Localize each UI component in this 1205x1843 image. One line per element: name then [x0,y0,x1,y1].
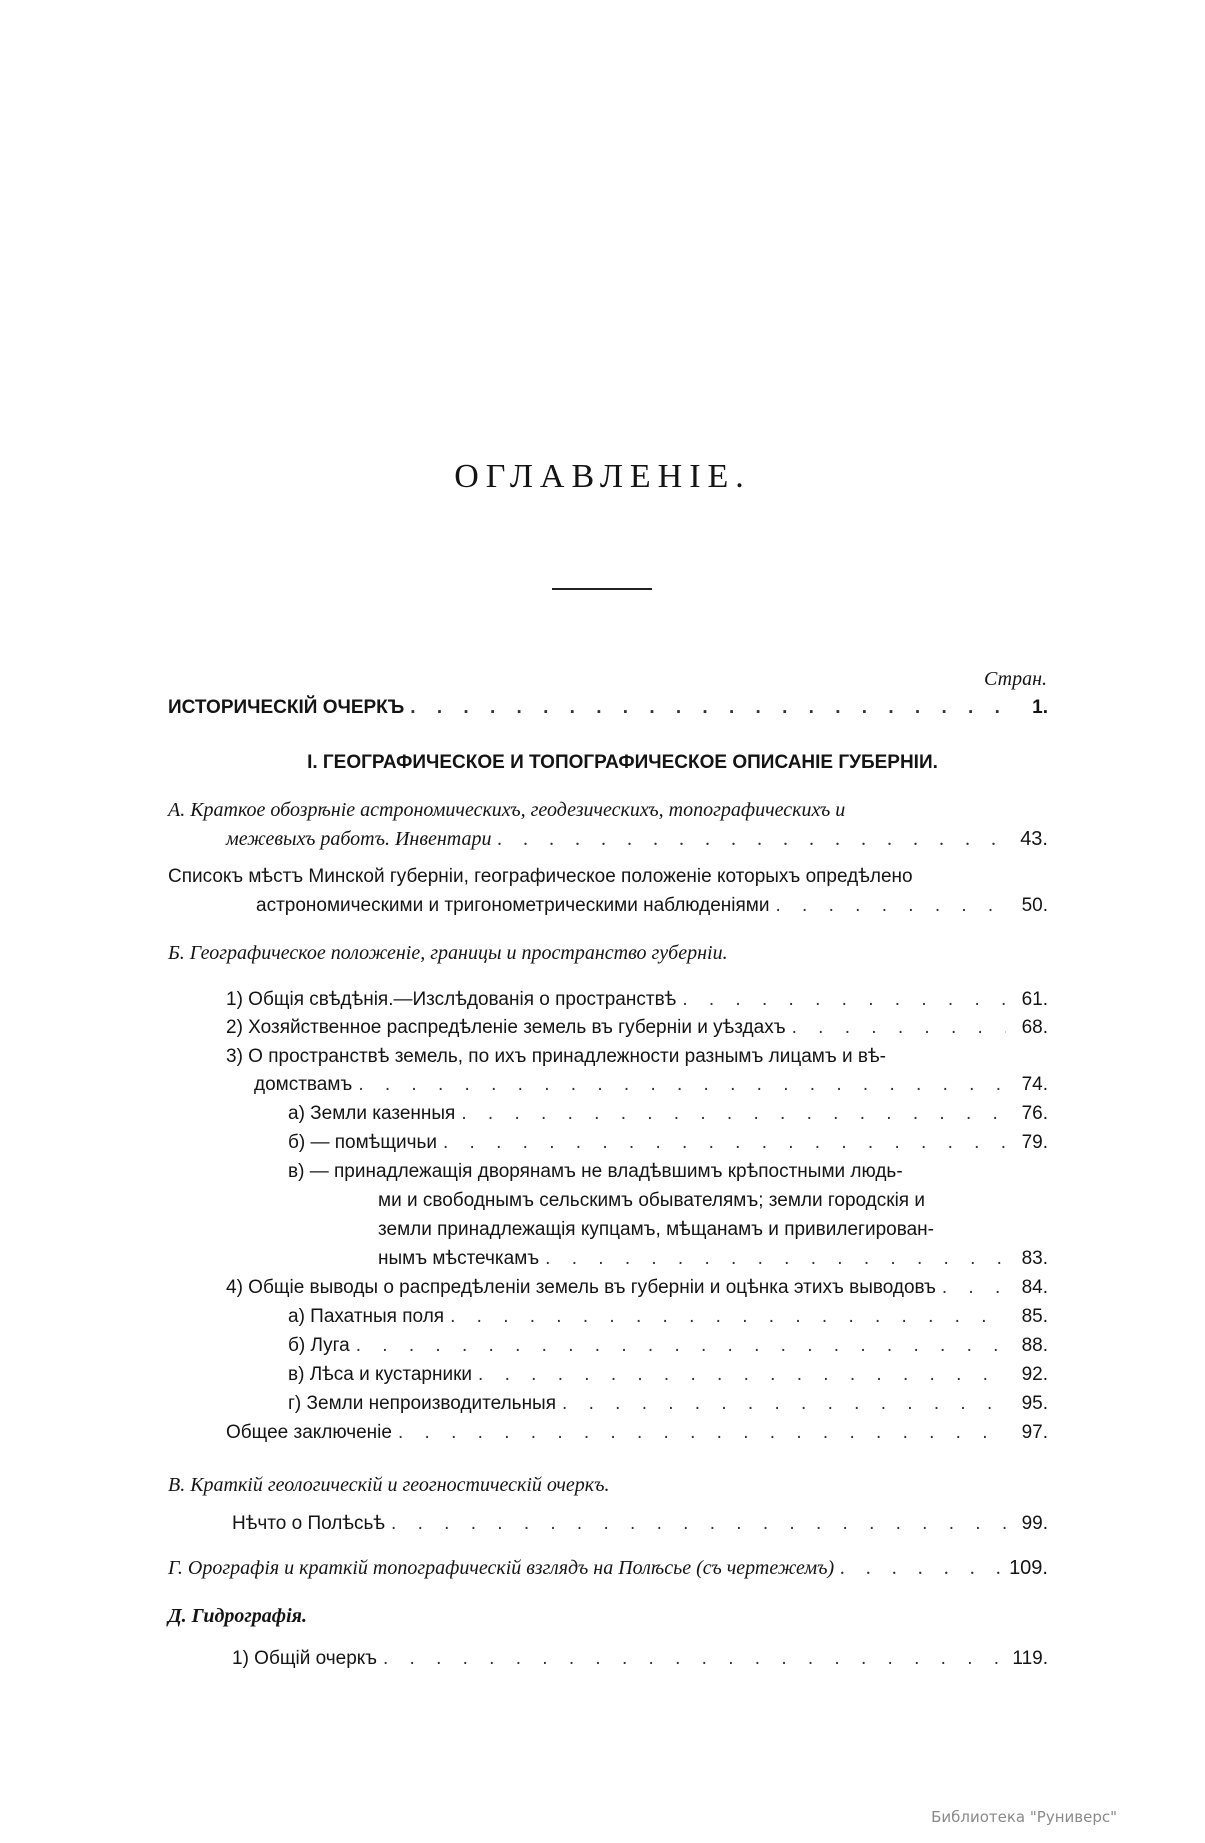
toc-entry [288,1302,1048,1332]
toc-entry-label: Общее заключеніе [226,1422,392,1443]
toc-entry-label: 1) Общій очеркъ [232,1648,377,1669]
leader-dots [358,1070,1006,1100]
toc-entry-page: 83. [1021,1248,1048,1269]
toc-entry-label: Д. Гидрографія. [168,1605,307,1627]
toc-entry-page: 79. [1021,1132,1048,1153]
toc-entry-label: а) Пахатныя поля [288,1306,445,1327]
toc-entry-label: В. Краткій геологическій и геогностическій очеркъ. [168,1474,610,1496]
toc-entry-page: 43. [1020,828,1048,850]
toc-entry-label: 3) О пространствѣ земель, по ихъ принадлежности разнымъ лицамъ и вѣ- [226,1046,886,1067]
toc-entry-label: ИСТОРИЧЕСКІЙ ОЧЕРКЪ [168,697,405,718]
toc-entry-page: 50. [1021,895,1048,916]
toc-entry [288,1331,1048,1361]
leader-dots [356,1331,1006,1361]
toc-entry-page: 109. [1009,1557,1048,1579]
leader-dots [391,1509,1006,1539]
toc-entry [226,985,1048,1015]
toc-entry-label: Г. Орографія и краткій топографическій взглядъ на Полѣсье (съ чертежемъ) [168,1557,835,1579]
leader-dots [682,985,1006,1015]
leader-dots [450,1302,1006,1332]
leader-dots [562,1389,1006,1419]
toc-entry-page: 61. [1021,989,1048,1010]
leader-dots [478,1360,1006,1390]
leader-dots [461,1099,1006,1129]
toc-entry-label: а) Земли казенныя [288,1103,456,1124]
toc-entry-page: 119. [1012,1648,1048,1669]
toc-entry [288,1389,1048,1419]
toc-entry-page: 97. [1021,1422,1048,1443]
leader-dots [383,1644,1004,1674]
toc-entry-page: 99. [1021,1513,1048,1534]
toc-entry [288,1099,1048,1129]
toc-entry-label: нымъ мѣстечкамъ [378,1248,540,1269]
toc-entry-page: 76. [1021,1103,1048,1124]
toc-entry-label: Б. Географическое положеніе, границы и пространство губерніи. [168,942,728,964]
title-divider [552,588,652,590]
toc-entry-page: 88. [1021,1335,1048,1356]
toc-entry [232,1509,1048,1539]
library-watermark: Библиотека "Руниверс" [931,1808,1117,1826]
toc-entry-label: г) Земли непроизводительныя [288,1393,557,1414]
toc-entry-label: 4) Общіе выводы о распредѣленіи земель въ губерніи и оцѣнка этихъ выводовъ [226,1277,936,1298]
leader-dots [775,891,1006,921]
leader-dots [443,1128,1006,1158]
leader-dots [942,1273,1006,1303]
toc-entry-page: 85. [1021,1306,1048,1327]
toc-entry-label: 2) Хозяйственное распредѣленіе земель въ губерніи и уѣздахъ [226,1017,786,1038]
toc-entry-label: домствамъ [254,1074,353,1095]
toc-entry [378,1244,1048,1274]
toc-entry [232,1644,1048,1674]
toc-entry-label: б) — помѣщичьи [288,1132,437,1153]
toc-entry-label: межевыхъ работъ. Инвентари [226,828,492,850]
toc-entry [288,1128,1048,1158]
leader-dots [840,1553,1001,1583]
toc-entry [226,1273,1048,1303]
leader-dots [545,1244,1006,1274]
leader-dots [398,1418,1006,1448]
toc-entry-label: Списокъ мѣстъ Минской губерніи, географическое положеніе которыхъ опредѣлено [168,866,913,887]
leader-dots [498,824,1007,854]
toc-entry [226,1418,1048,1448]
page-title: ОГЛАВЛЕНІЕ. [454,458,751,495]
toc-entry-label: б) Луга [288,1335,350,1356]
toc-entry-page: 84. [1021,1277,1048,1298]
toc-entry [288,1360,1048,1390]
toc-entry [226,824,1048,854]
toc-entry-label: Нѣчто о Полѣсьѣ [232,1513,386,1534]
toc-entry-page: 68. [1021,1017,1048,1038]
toc-entry-page: 1. [1032,697,1048,718]
toc-entry-page: 74. [1021,1074,1048,1095]
toc-entry-label: в) Лѣса и кустарники [288,1364,473,1385]
toc-entry-page: 95. [1021,1393,1048,1414]
toc-entry [168,693,1048,723]
toc-entry-page: 92. [1021,1364,1048,1385]
toc-entry-label: 1) Общія свѣдѣнія.—Изслѣдованія о пространствѣ [226,989,677,1010]
toc-entry [256,891,1048,921]
toc-entry [168,1553,1048,1583]
page-column-header: Стран. [984,668,1047,690]
toc-entry-label: астрономическими и тригонометрическими наблюденіями [256,895,770,916]
toc-entry [226,1013,1048,1043]
toc-entry-label: земли принадлежащія купцамъ, мѣщанамъ и привилегирован- [378,1219,934,1240]
toc-entry-label: ми и свободнымъ сельскимъ обывателямъ; земли городскія и [378,1190,925,1211]
toc-entry-label: А. Краткое обозрѣніе астрономическихъ, геодезическихъ, топографическихъ и [168,799,846,821]
toc-entry-label: в) — принадлежащія дворянамъ не владѣвшимъ крѣпостными людь- [288,1161,903,1182]
section-heading: I. ГЕОГРАФИЧЕСКОЕ И ТОПОГРАФИЧЕСКОЕ ОПИСАНІЕ ГУБЕРНІИ. [307,752,938,773]
toc-entry [254,1070,1048,1100]
leader-dots [792,1013,1006,1043]
leader-dots [410,693,1006,723]
